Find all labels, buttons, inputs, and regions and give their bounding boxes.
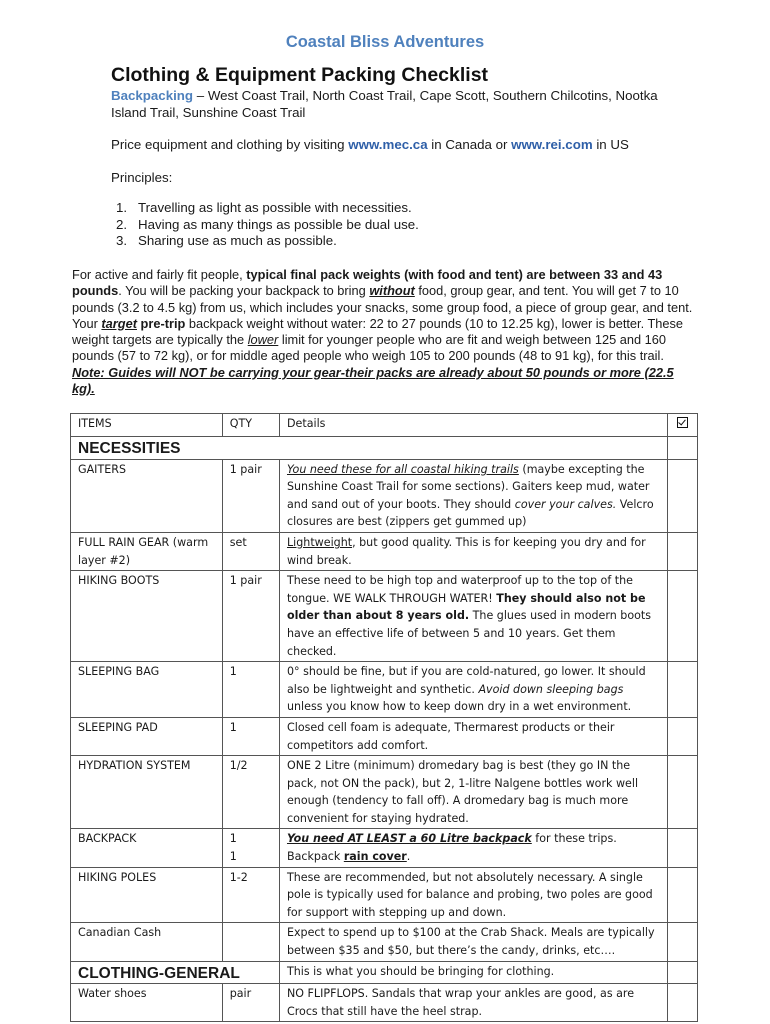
column-header-items: ITEMS — [71, 414, 223, 437]
column-header-qty: QTY — [222, 414, 279, 437]
principles-heading: Principles: — [111, 170, 173, 185]
principles-list — [111, 200, 419, 250]
mec-link[interactable]: www.mec.ca — [348, 137, 428, 152]
column-header-details: Details — [279, 414, 667, 437]
checkbox-cell[interactable] — [667, 756, 697, 829]
check-icon — [677, 417, 688, 428]
section-title-clothing: CLOTHING-GENERAL — [71, 961, 280, 984]
section-row-necessities — [71, 437, 698, 460]
brand-name: Coastal Bliss Adventures — [285, 33, 485, 51]
list-item: 3. Sharing use as much as possible. — [116, 233, 337, 248]
weight-range: typical final pack weights (with food and tent) are between 33 and 43 pounds — [72, 267, 663, 299]
checkbox-cell[interactable] — [667, 867, 697, 923]
trail-list: West Coast Trail, North Coast Trail, Cape Scott, Southern Chilcotins, Nootka Island Trail, Sunshine Coast Trail — [111, 88, 658, 120]
checklist-table — [70, 413, 698, 1022]
list-item: 1. Travelling as light as possible with necessities. — [116, 200, 412, 215]
checkbox-cell[interactable] — [667, 984, 697, 1022]
intro-dash: – — [193, 88, 208, 103]
table-row: HYDRATION SYSTEM 1/2 ONE 2 Litre (minimum) dromedary bag is best (they go IN the pack, not ON the pack), but 2, 1-litre Nalgene bottles work well enough (tendency to fall off). A dromedary bag is much more convenient for staying hydrated. — [71, 756, 698, 829]
page-title: Clothing & Equipment Packing Checklist — [111, 64, 489, 86]
pack-weight-paragraph: For active and fairly fit people, typical final pack weights (with food and tent) are between 33 and 43 pounds. You will be packing your backpack to bring without food, group gear, and tent. You will get 7 to 10 pounds (3.2 to 4.5 kg) from us, which includes your snacks, some group food, a piece of group gear, and tent. Your target pre-trip backpack weight without water: 22 to 27 pounds (10 to 12.25 kg), lower is better. These weight targets are typically the lower limit for younger people who are fit and weigh between 125 and 160 pounds (57 to 72 kg), or for middle aged people who weigh 105 to 200 pounds (48 to 91 kg), for this trail. Note: Guides will NOT be carrying your gear-their packs are already about 50 pounds or more (22.5 kg). — [72, 267, 693, 397]
price-text-middle: in Canada or — [427, 137, 512, 152]
table-row: GAITERS 1 pair You need these for all coastal hiking trails (maybe excepting the Sunshine Coast Trail for some sections). Gaiters keep mud, water and sand out of your boots. They should cover your calves. Velcro closures are best (zippers get gummed up) — [71, 459, 698, 532]
table-row: SLEEPING PAD 1 Closed cell foam is adequate, Thermarest products or their competitors add comfort. — [71, 717, 698, 755]
section-title-necessities: NECESSITIES — [71, 437, 280, 460]
price-text-after: in US — [592, 137, 629, 152]
checkbox-cell[interactable] — [667, 717, 697, 755]
price-paragraph — [111, 137, 696, 154]
table-row: Canadian Cash Expect to spend up to $100 at the Crab Shack. Meals are typically between $35 and $50, but there’s the candy, drinks, etc…. — [71, 923, 698, 961]
table-row: HIKING POLES 1-2 These are recommended, but not absolutely necessary. A single pole is typically used for balance and probing, two poles are good for support with stepping up and down. — [71, 867, 698, 923]
checkbox-cell[interactable] — [667, 662, 697, 718]
checkbox-cell[interactable] — [667, 532, 697, 570]
price-text-before: Price equipment and clothing by visiting — [111, 137, 349, 152]
table-row: FULL RAIN GEAR (warm layer #2) set Lightweight, but good quality. This is for keeping you dry and for wind break. — [71, 532, 698, 570]
table-row: HIKING BOOTS 1 pair These need to be high top and waterproof up to the top of the tongue. WE WALK THROUGH WATER! They should also not be older than about 8 years old. The glues used in modern boots have an effective life of between 5 and 10 years. Get them checked. — [71, 571, 698, 662]
guide-note: Note: Guides will NOT be carrying your gear-their packs are already about 50 pounds or more (22.5 kg). — [72, 364, 674, 397]
column-header-check — [667, 414, 697, 437]
intro-paragraph — [111, 88, 696, 121]
checkbox-cell[interactable] — [667, 829, 697, 867]
table-row: Water shoes pair NO FLIPFLOPS. Sandals that wrap your ankles are good, as are Crocs that still have the heel strap. — [71, 984, 698, 1022]
section-row-clothing: CLOTHING-GENERAL This is what you should be bringing for clothing. — [71, 961, 698, 984]
checkbox-cell[interactable] — [667, 459, 697, 532]
rei-link[interactable]: www.rei.com — [511, 137, 593, 152]
table-row: SLEEPING BAG 1 0° should be fine, but if you are cold-natured, go lower. It should also be lightweight and synthetic. Avoid down sleeping bags unless you know how to keep down dry in a wet environment. — [71, 662, 698, 718]
checkbox-cell[interactable] — [667, 923, 697, 961]
table-row: BACKPACK 1 1 You need AT LEAST a 60 Litre backpack for these trips. Backpack rain cover. — [71, 829, 698, 867]
table-header-row — [71, 414, 698, 437]
list-item: 2. Having as many things as possible be dual use. — [116, 216, 419, 232]
category-label: Backpacking — [111, 88, 194, 103]
checkbox-cell[interactable] — [667, 571, 697, 662]
